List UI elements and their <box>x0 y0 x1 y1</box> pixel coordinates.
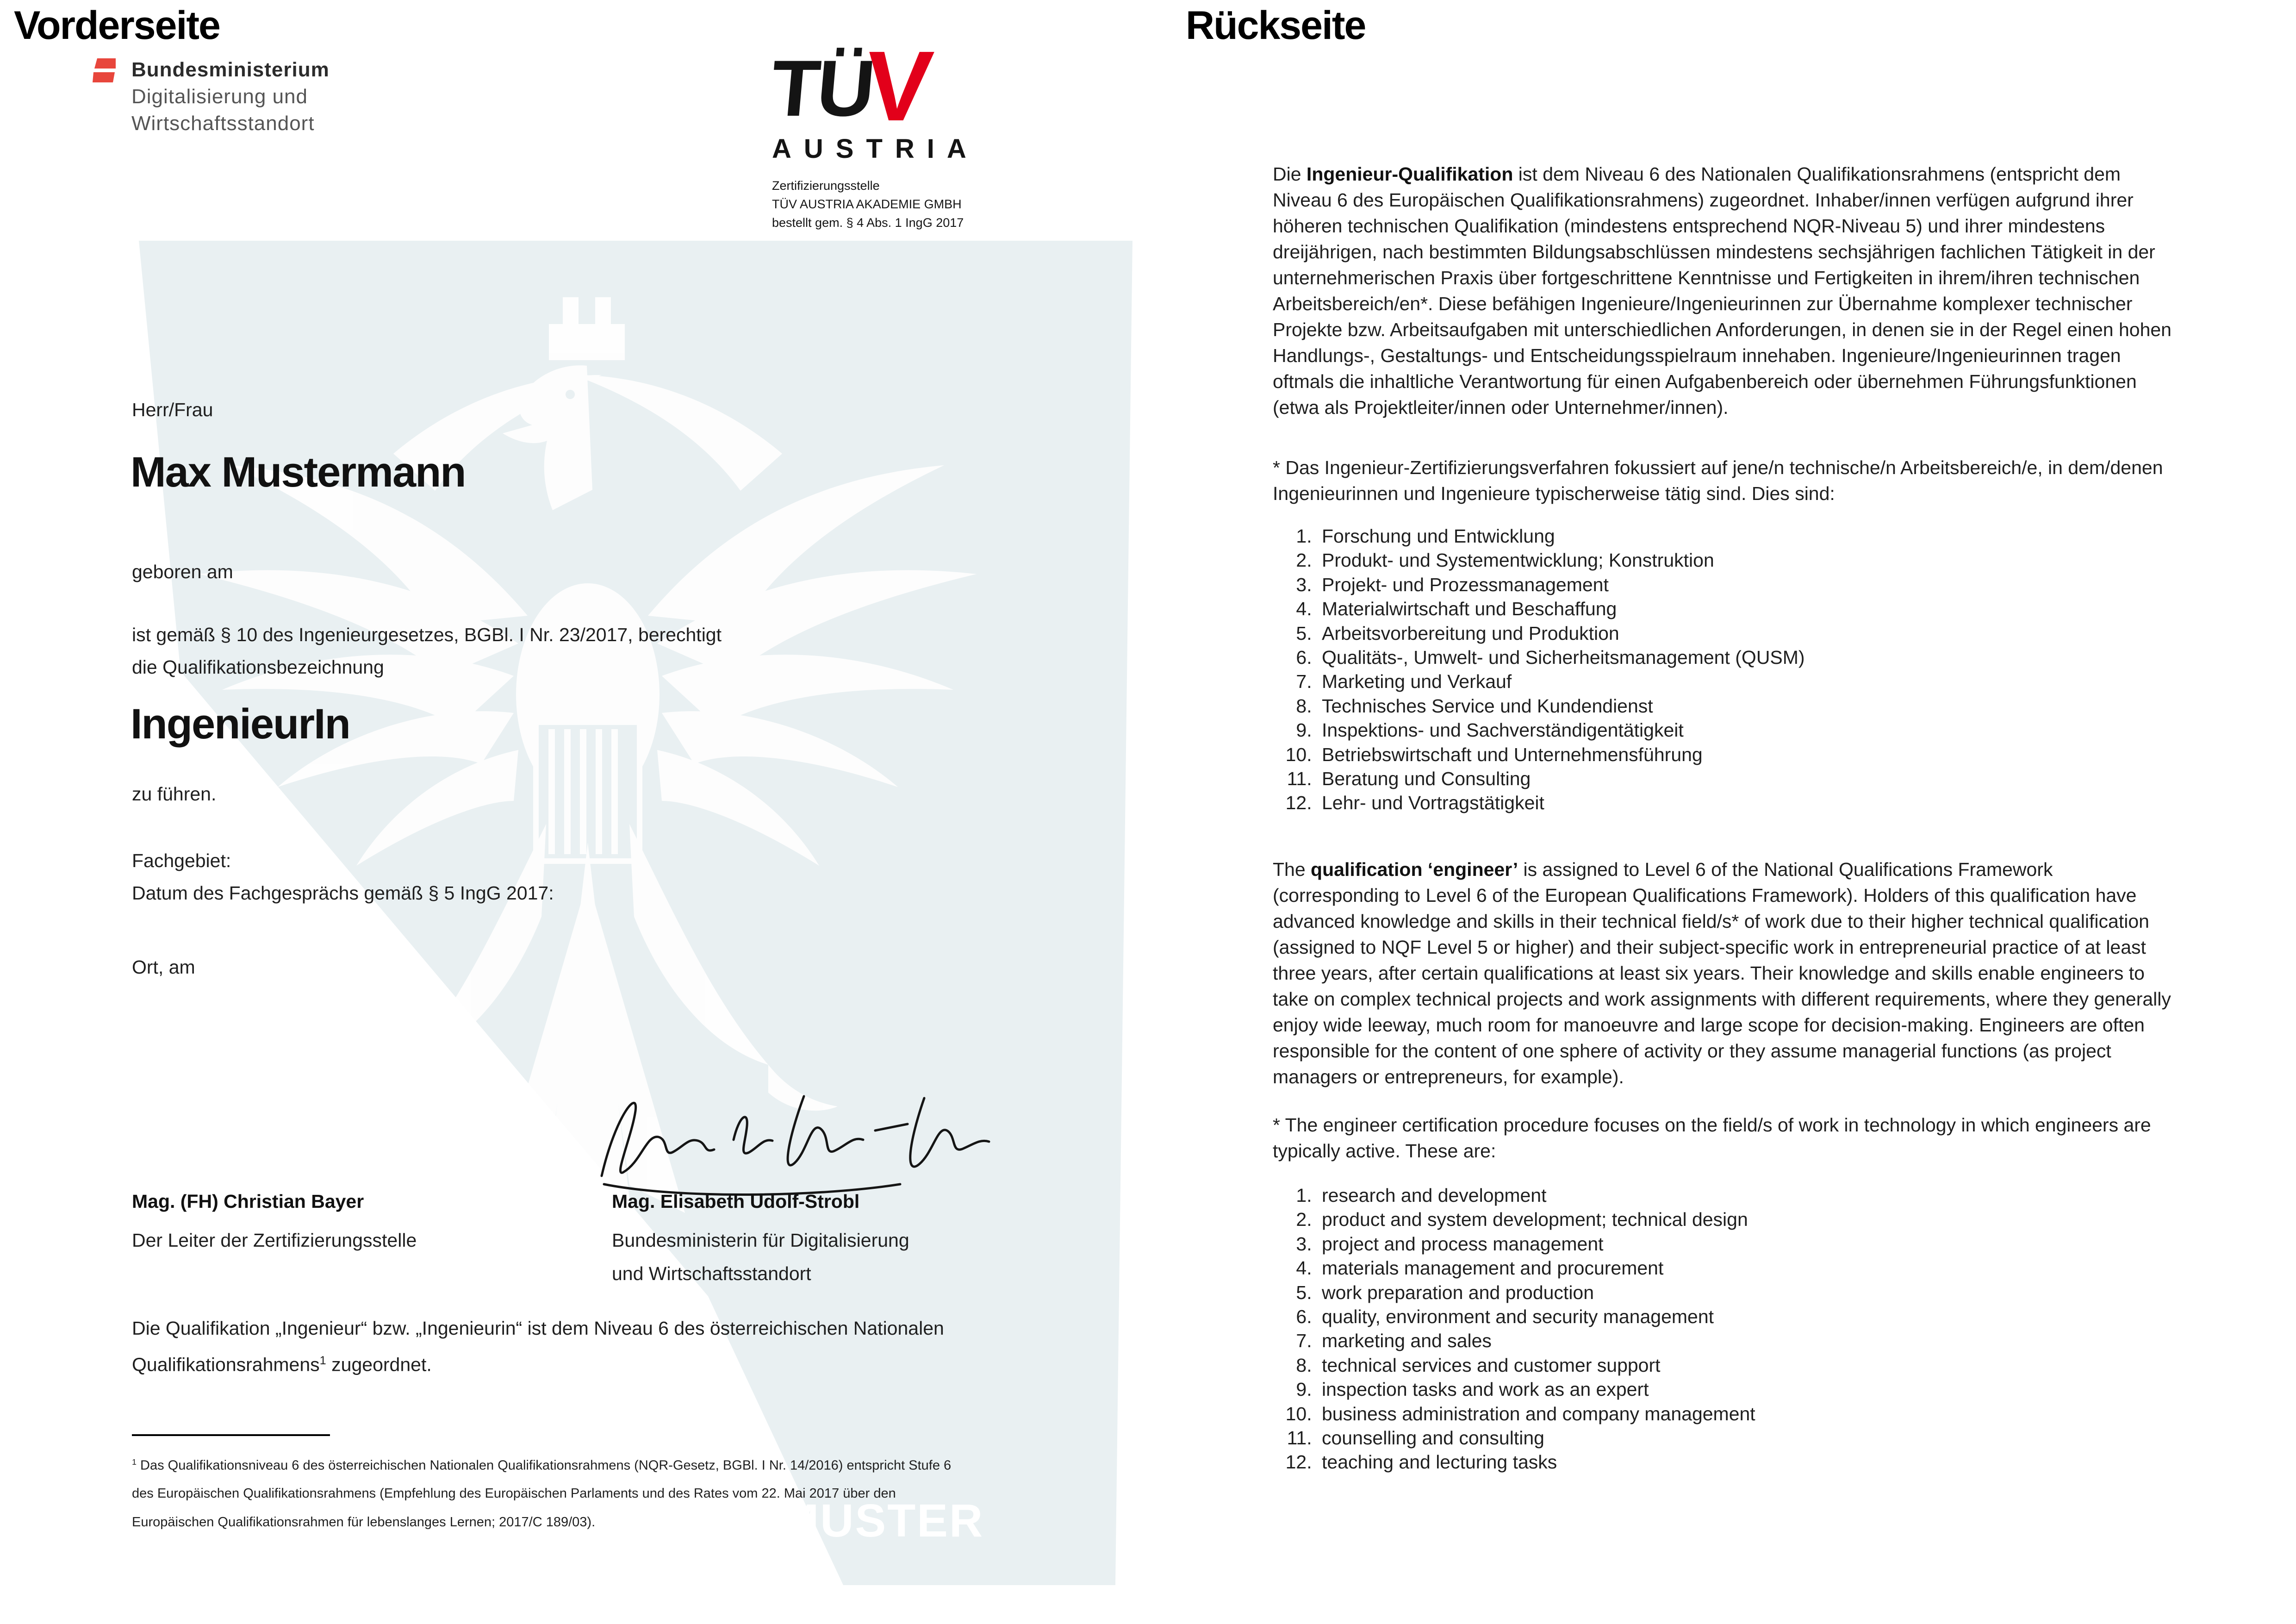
de-list-item: 1. Forschung und Entwicklung <box>1317 524 2196 548</box>
tuv-sub-line3: bestellt gem. § 4 Abs. 1 IngG 2017 <box>772 216 964 230</box>
footnote-line1 <box>132 1457 951 1474</box>
tuv-wordmark <box>767 24 983 142</box>
de-list-item: 2. Produkt- und Systementwicklung; Konstruktion <box>1317 548 2196 572</box>
de-para-rest: ist dem Niveau 6 des Nationalen Qualifikationsrahmens (entspricht dem Niveau 6 des Europäischen Qualifikationsrahmens) zugeordnet. Inhaber/innen verfügen aufgrund ihrer höheren technischen Qualifikation (mindestens entsprechend NQR-Niveau 5) und ihrer mindestens dreijährigen, nach bestimmten Bildungsabschlüssen mindestens sechsjährigen fachlichen Tätigkeit in der unternehmerischen Praxis über fortgeschrittene Kenntnisse und Fertigkeiten in ihrem/ihren technischen Arbeitsbereich/en*. Diese befähigen Ingenieure/Ingenieurinnen zur Übernahme komplexer technischer Projekte bzw. Arbeitsaufgaben mit unterschiedlichen Anforderungen, in denen sie in der Regel einen hohen Handlungs-, Gestaltungs- und Entscheidungsspielraum innehaben. Ingenieure/Ingenieurinnen tragen oftmals die inhaltliche Verantwortung für einen Aufgabenbereich oder übernehmen Führungsfunktionen (etwa als Projektleiter/innen oder Unternehmer/innen). <box>1273 163 2172 418</box>
en-list-item: 10. business administration and company management <box>1317 1402 2196 1426</box>
en-list-item: 8. technical services and customer support <box>1317 1353 2196 1377</box>
de-star-paragraph: * Das Ingenieur-Zertifizierungsverfahren fokussiert auf jene/n technische/n Arbeitsbereich/e, in dem/denen Ingenieurinnen und Ingenieure typischerweise tätig sind. Dies sind: <box>1273 457 2163 504</box>
back-page-title: Rückseite <box>1186 3 1366 48</box>
en-qualification-paragraph <box>1273 856 2180 1090</box>
en-list-item: 1. research and development <box>1317 1183 2196 1207</box>
en-list-item: 9. inspection tasks and work as an expert <box>1317 1377 2196 1401</box>
footnote-line2: des Europäischen Qualifikationsrahmens (Empfehlung des Europäischen Parlaments und des Rates vom 22. Mai 2017 über den <box>132 1486 896 1501</box>
en-para-prefix: The <box>1273 859 1311 880</box>
ministry-dept-line1: Digitalisierung und <box>131 85 308 108</box>
tuv-letter-v-red: V <box>860 30 937 142</box>
de-list-item: 10. Betriebswirtschaft und Unternehmensführung <box>1317 743 2196 767</box>
tuv-sub-line1: Zertifizierungsstelle <box>772 179 880 193</box>
entitlement-line1: ist gemäß § 10 des Ingenieurgesetzes, BGBl. I Nr. 23/2017, berechtigt <box>132 624 722 645</box>
de-para-prefix: Die <box>1273 163 1307 185</box>
de-list-item: 6. Qualitäts-, Umwelt- und Sicherheitsmanagement (QUSM) <box>1317 645 2196 669</box>
watermark-muster-text: MUSTER <box>780 1495 984 1547</box>
tuv-austria-logo <box>767 24 979 232</box>
en-list-item: 12. teaching and lecturing tasks <box>1317 1450 2196 1474</box>
en-list-item: 5. work preparation and production <box>1317 1280 2196 1305</box>
signature-udolf-strobl <box>576 1060 1007 1204</box>
ministry-name: Bundesministerium <box>131 58 330 81</box>
en-para-rest: is assigned to Level 6 of the National Qualifications Framework (corresponding to Level 6 of the European Qualifications Framework). Holders of this qualification have advanced knowledge and skills in their technical field/s* of work due to their higher technical qualification (assigned to NQF Level 5 or higher) and their subject-specific work in entrepreneurial practice of at least three years, after certain qualifications at least six years. Their knowledge and skills enable engineers to take on complex technical projects and work assignments with different requirements, where they generally enjoy wide leeway, much room for manoeuvre and large scope for decision-making. Engineers are often responsible for the content of one sphere of activity or they assume managerial functions (as project managers or entrepreneurs, for example). <box>1273 859 2171 1087</box>
front-page-title: Vorderseite <box>14 3 220 48</box>
en-list-item: 3. project and process management <box>1317 1232 2196 1256</box>
signer-right-name: Mag. Elisabeth Udolf-Strobl <box>612 1191 860 1212</box>
footnote-divider <box>132 1434 330 1436</box>
interview-date-label: Datum des Fachgesprächs gemäß § 5 IngG 2017: <box>132 882 554 904</box>
salutation-label: Herr/Frau <box>132 399 213 420</box>
place-date-label: Ort, am <box>132 956 195 978</box>
field-label: Fachgebiet: <box>132 850 231 871</box>
footnote-sup: 1 <box>132 1457 137 1467</box>
en-list-item: 4. materials management and procurement <box>1317 1256 2196 1280</box>
de-list-item: 8. Technisches Service und Kundendienst <box>1317 694 2196 718</box>
signer-left-name: Mag. (FH) Christian Bayer <box>132 1191 364 1212</box>
de-para-bold: Ingenieur-Qualifikation <box>1306 163 1513 185</box>
entitlement-line2: die Qualifikationsbezeichnung <box>132 656 384 678</box>
de-list-item: 5. Arbeitsvorbereitung und Produktion <box>1317 621 2196 645</box>
tuv-letters-black: TÜ <box>767 44 876 133</box>
de-list-item: 9. Inspektions- und Sachverständigentätigkeit <box>1317 718 2196 742</box>
tuv-sub-line2: TÜV AUSTRIA AKADEMIE GMBH <box>772 197 962 211</box>
born-label: geboren am <box>132 561 233 582</box>
footnote-line3: Europäischen Qualifikationsrahmen für lebenslanges Lernen; 2017/C 189/03). <box>132 1515 596 1530</box>
signer-left-role: Der Leiter der Zertifizierungsstelle <box>132 1230 417 1251</box>
en-list-item: 11. counselling and consulting <box>1317 1426 2196 1450</box>
qualification-title: IngenieurIn <box>131 700 350 748</box>
de-list-item: 4. Materialwirtschaft und Beschaffung <box>1317 597 2196 621</box>
de-qualification-paragraph <box>1273 161 2180 420</box>
note-text-after: zugeordnet. <box>326 1354 432 1375</box>
to-carry-label: zu führen. <box>132 783 217 805</box>
en-fields-list <box>1273 1183 2196 1474</box>
de-list-item: 12. Lehr- und Vortragstätigkeit <box>1317 791 2196 815</box>
holder-name: Max Mustermann <box>131 449 466 496</box>
en-star-paragraph: * The engineer certification procedure focuses on the field/s of work in technology in which engineers are typically active. These are: <box>1273 1114 2151 1162</box>
ministry-logo <box>93 58 116 83</box>
footnote-marker: 1 <box>319 1354 326 1367</box>
signer-right-role-line2: und Wirtschaftsstandort <box>612 1263 811 1284</box>
en-para-bold: qualification ‘engineer’ <box>1311 859 1518 880</box>
de-list-item: 3. Projekt- und Prozessmanagement <box>1317 573 2196 597</box>
tuv-austria-label: AUSTRIA <box>772 134 979 164</box>
en-list-item: 7. marketing and sales <box>1317 1329 2196 1353</box>
ministry-dept-line2: Wirtschaftsstandort <box>131 112 315 135</box>
en-list-item: 2. product and system development; technical design <box>1317 1207 2196 1231</box>
de-fields-list <box>1273 524 2196 815</box>
en-list-item: 6. quality, environment and security management <box>1317 1305 2196 1329</box>
de-list-item: 11. Beratung und Consulting <box>1317 767 2196 791</box>
footnote-text1: Das Qualifikationsniveau 6 des österreichischen Nationalen Qualifikationsrahmens (NQR-Gesetz, BGBl. I Nr. 14/2016) entspricht Stufe 6 <box>137 1458 952 1473</box>
de-list-item: 7. Marketing und Verkauf <box>1317 669 2196 693</box>
nqr-assignment-note <box>132 1312 965 1381</box>
note-text: Die Qualifikation „Ingenieur“ bzw. „Ingenieurin“ ist dem Niveau 6 des österreichischen Nationalen Qualifikationsrahmens <box>132 1318 944 1375</box>
austria-flag-icon <box>93 58 116 83</box>
signer-right-role-line1: Bundesministerin für Digitalisierung <box>612 1230 909 1251</box>
